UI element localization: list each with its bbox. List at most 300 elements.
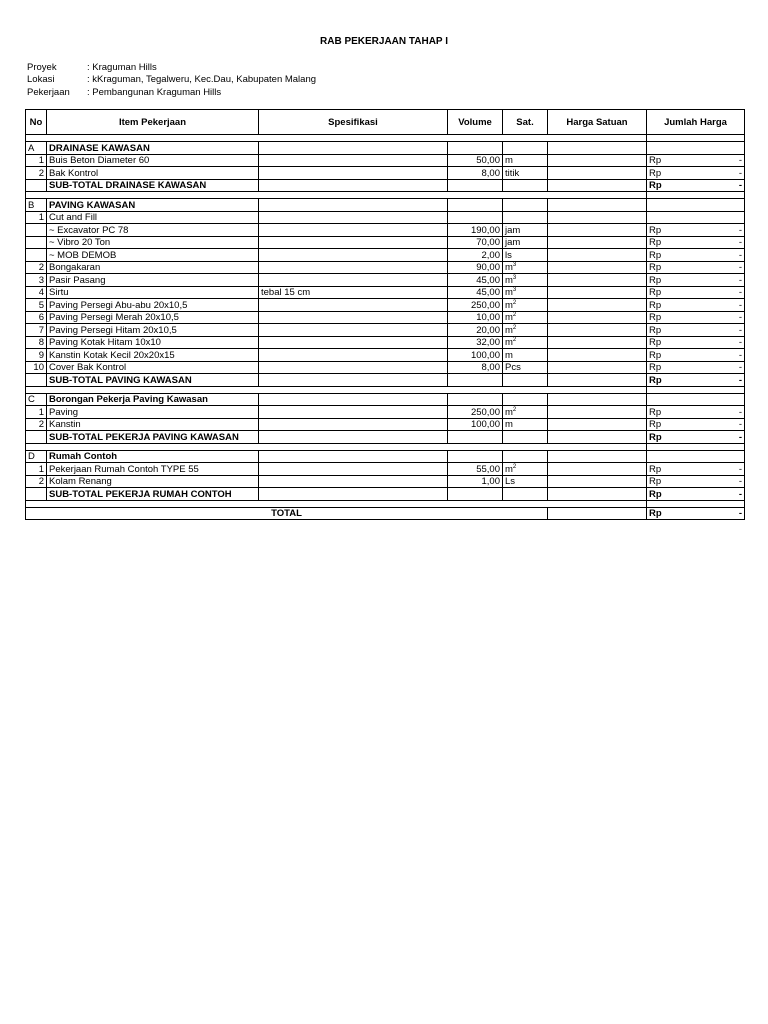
unit [503,274,548,287]
harga-satuan [548,324,647,337]
item-name: Kolam Renang [47,475,259,488]
section-row [26,199,745,212]
row-no [26,236,47,249]
volume [448,211,503,224]
spacer-cell [647,443,745,450]
amount-value: - [738,324,742,336]
spacer-cell [647,500,745,507]
spacer-cell [647,386,745,393]
volume: 2,00 [448,249,503,262]
subtotal-title: SUB-TOTAL DRAINASE KAWASAN [47,179,259,192]
empty-cell [548,142,647,155]
volume: 10,00 [448,311,503,324]
table-header-row [26,110,745,135]
currency-label: Rp [649,312,662,323]
spec [259,311,448,324]
item-name: Kanstin Kotak Kecil 20x20x15 [47,349,259,362]
unit-exponent: 3 [512,274,517,281]
table-row [26,361,745,374]
unit-text: m [505,274,513,286]
header-jumlah-harga: Jumlah Harga [647,110,745,135]
table-row [26,261,745,274]
amount-value: - [738,262,742,273]
unit [503,406,548,419]
empty-cell [448,393,503,406]
jumlah-harga-cell [647,236,745,249]
harga-satuan [548,336,647,349]
unit-text: m [505,155,513,166]
currency-label: Rp [649,167,662,179]
spacer-row [26,135,745,142]
amount-value: - [738,337,742,348]
empty-cell [647,142,745,155]
empty-cell [503,393,548,406]
project-info-value: : Pembangunan Kraguman Hills [87,86,222,98]
jumlah-harga-cell [647,418,745,431]
section-row [26,450,745,463]
harga-satuan [548,154,647,167]
subtotal-row [26,179,745,192]
empty-cell [548,393,647,406]
item-name: Cover Bak Kontrol [47,361,259,374]
empty-cell [259,179,448,192]
section-title: Rumah Contoh [47,450,259,463]
jumlah-harga-cell [647,179,745,192]
empty-cell [448,199,503,212]
empty-cell [448,142,503,155]
harga-satuan [548,406,647,419]
section-row [26,393,745,406]
row-no: 7 [26,324,47,337]
empty-cell [259,142,448,155]
section-title: PAVING KAWASAN [47,199,259,212]
empty-cell [503,179,548,192]
amount-value: - [738,463,742,475]
harga-satuan [548,224,647,237]
unit-text: titik [505,167,520,179]
empty-cell [259,374,448,387]
total-row [26,507,745,520]
spec [259,299,448,312]
empty-cell [259,393,448,406]
empty-cell [548,488,647,501]
table-row [26,167,745,180]
amount-value: - [738,406,742,418]
table-row [26,236,745,249]
unit [503,475,548,488]
empty-cell [548,179,647,192]
currency-label: Rp [649,374,662,386]
unit [503,236,548,249]
table-row [26,299,745,312]
amount-value: - [738,488,742,500]
jumlah-harga-cell [647,349,745,362]
unit-text: m [505,312,513,323]
item-name: Bak Kontrol [47,167,259,180]
spec [259,211,448,224]
jumlah-harga-cell [647,299,745,312]
table-row [26,349,745,362]
jumlah-harga-cell [647,224,745,237]
unit-text: m [505,299,513,311]
volume: 70,00 [448,236,503,249]
spec [259,361,448,374]
currency-label: Rp [649,463,662,475]
amount-value: - [738,180,742,191]
empty-cell [647,199,745,212]
header-spec: Spesifikasi [259,110,448,135]
row-no: 4 [26,286,47,299]
project-info-label: Lokasi [27,74,55,86]
jumlah-harga-cell [647,167,745,180]
spec [259,475,448,488]
spacer-row [26,192,745,199]
currency-label: Rp [649,299,662,311]
spec [259,249,448,262]
unit [503,349,548,362]
currency-label: Rp [649,419,662,430]
harga-satuan [548,349,647,362]
project-info-row [27,61,316,74]
empty-cell [647,450,745,463]
spec [259,418,448,431]
unit [503,311,548,324]
empty-cell [548,374,647,387]
jumlah-harga-cell [647,311,745,324]
volume: 190,00 [448,224,503,237]
table-row [26,274,745,287]
harga-satuan [548,274,647,287]
subtotal-row [26,488,745,501]
harga-satuan [548,418,647,431]
spec [259,324,448,337]
amount-value: - [738,299,742,311]
spacer-cell [26,386,647,393]
row-no: 1 [26,154,47,167]
spec [259,349,448,362]
currency-label: Rp [649,249,662,261]
unit [503,261,548,274]
currency-label: Rp [649,180,662,191]
currency-label: Rp [649,337,662,348]
empty-cell [647,393,745,406]
section-title: Borongan Pekerja Paving Kawasan [47,393,259,406]
amount-value: - [738,374,742,386]
project-info-value: : kKraguman, Tegalweru, Kec.Dau, Kabupaten Malang [87,74,317,86]
unit-exponent: 2 [512,406,517,413]
empty-cell [448,450,503,463]
unit-exponent: 2 [512,311,517,318]
row-no: 1 [26,406,47,419]
spec [259,224,448,237]
empty-cell [548,431,647,444]
spacer-cell [26,500,647,507]
table-row [26,463,745,476]
harga-satuan [548,475,647,488]
currency-label: Rp [649,349,662,361]
amount-value: - [738,419,742,430]
volume: 100,00 [448,418,503,431]
unit-exponent: 2 [512,336,517,343]
harga-satuan [548,311,647,324]
amount-value: - [738,431,742,443]
empty-cell [548,450,647,463]
unit-exponent: 2 [512,463,517,470]
volume: 90,00 [448,261,503,274]
volume: 55,00 [448,463,503,476]
volume: 1,00 [448,475,503,488]
unit-exponent: 2 [512,324,517,331]
amount-value: - [738,349,742,361]
empty-cell [26,179,47,192]
spacer-cell [26,192,647,199]
spec [259,406,448,419]
cost-table [25,109,745,520]
item-name: Kanstin [47,418,259,431]
unit [503,154,548,167]
item-name: ~ Vibro 20 Ton [47,236,259,249]
currency-label: Rp [649,262,662,273]
section-code: B [26,199,47,212]
amount-value: - [738,249,742,261]
currency-label: Rp [649,224,662,236]
item-name: Paving Persegi Merah 20x10,5 [47,311,259,324]
project-info-row [27,86,316,99]
volume: 250,00 [448,299,503,312]
subtotal-row [26,374,745,387]
currency-label: Rp [649,274,662,286]
empty-cell [26,488,47,501]
unit-text: Pcs [505,362,521,373]
currency-label: Rp [649,476,662,487]
currency-label: Rp [649,362,662,373]
subtotal-title: SUB-TOTAL PEKERJA RUMAH CONTOH [47,488,259,501]
jumlah-harga-cell [647,211,745,224]
table-row [26,154,745,167]
table-row [26,418,745,431]
spec [259,236,448,249]
row-no: 5 [26,299,47,312]
unit-exponent: 3 [512,261,517,268]
row-no [26,249,47,262]
table-row [26,311,745,324]
volume: 8,00 [448,361,503,374]
table-row [26,286,745,299]
harga-satuan [548,167,647,180]
empty-cell [448,179,503,192]
amount-value: - [738,167,742,179]
currency-label: Rp [649,155,662,166]
harga-satuan [548,361,647,374]
row-no: 3 [26,274,47,287]
subtotal-title: SUB-TOTAL PAVING KAWASAN [47,374,259,387]
harga-satuan [548,463,647,476]
empty-cell [503,488,548,501]
unit-text: m [505,419,513,430]
item-name: ~ Excavator PC 78 [47,224,259,237]
amount-value: - [738,312,742,323]
header-item: Item Pekerjaan [47,110,259,135]
volume: 45,00 [448,274,503,287]
header-sat: Sat. [503,110,548,135]
volume: 45,00 [448,286,503,299]
header-harga-satuan: Harga Satuan [548,110,647,135]
empty-cell [26,431,47,444]
volume: 250,00 [448,406,503,419]
jumlah-harga-cell [647,336,745,349]
unit [503,211,548,224]
spacer-row [26,500,745,507]
empty-cell [259,450,448,463]
section-code: C [26,393,47,406]
unit-text: jam [505,224,521,236]
unit [503,224,548,237]
empty-cell [259,488,448,501]
volume: 100,00 [448,349,503,362]
unit [503,167,548,180]
item-name: Pasir Pasang [47,274,259,287]
item-name: Paving Kotak Hitam 10x10 [47,336,259,349]
empty-cell [503,450,548,463]
currency-label: Rp [649,508,662,519]
item-name: Paving Persegi Abu-abu 20x10,5 [47,299,259,312]
unit-text: m [505,349,513,361]
project-info-label: Pekerjaan [27,86,70,98]
item-name: Paving Persegi Hitam 20x10,5 [47,324,259,337]
jumlah-harga-cell [647,324,745,337]
table-row [26,336,745,349]
table-row [26,224,745,237]
empty-cell [259,199,448,212]
unit [503,324,548,337]
header-no: No [26,110,47,135]
unit [503,463,548,476]
amount-value: - [738,362,742,373]
spec [259,167,448,180]
unit-exponent: 3 [512,286,517,293]
currency-label: Rp [649,488,662,500]
row-no: 1 [26,211,47,224]
row-no: 8 [26,336,47,349]
amount-value: - [738,287,742,298]
jumlah-harga-cell [647,374,745,387]
jumlah-harga-cell [647,261,745,274]
section-title: DRAINASE KAWASAN [47,142,259,155]
currency-label: Rp [649,237,662,248]
unit-text: m [505,324,513,336]
jumlah-harga-cell [647,463,745,476]
row-no: 2 [26,475,47,488]
amount-value: - [738,224,742,236]
empty-cell [503,142,548,155]
section-row [26,142,745,155]
subtotal-row [26,431,745,444]
table-row [26,324,745,337]
spec [259,154,448,167]
item-name: Sirtu [47,286,259,299]
spec [259,336,448,349]
jumlah-harga-cell [647,154,745,167]
row-no: 1 [26,463,47,476]
harga-satuan [548,261,647,274]
spacer-cell [26,135,647,142]
unit-text: m [505,337,513,348]
volume: 50,00 [448,154,503,167]
row-no [26,224,47,237]
unit-text: ls [505,249,512,261]
project-info-row [27,74,316,87]
jumlah-harga-cell [647,488,745,501]
document-title: RAB PEKERJAAN TAHAP I [320,36,448,47]
table-row [26,406,745,419]
row-no: 2 [26,167,47,180]
spacer-cell [26,443,647,450]
unit-text: jam [505,237,521,248]
section-code: D [26,450,47,463]
spacer-cell [647,192,745,199]
empty-cell [448,374,503,387]
empty-cell [26,374,47,387]
subtotal-title: SUB-TOTAL PEKERJA PAVING KAWASAN [47,431,259,444]
row-no: 10 [26,361,47,374]
item-name: Paving [47,406,259,419]
row-no: 2 [26,261,47,274]
empty-cell [448,431,503,444]
empty-cell [503,431,548,444]
currency-label: Rp [649,287,662,298]
amount-value: - [738,476,742,487]
item-name: Cut and Fill [47,211,259,224]
volume: 32,00 [448,336,503,349]
jumlah-harga-cell [647,475,745,488]
unit [503,249,548,262]
item-name: Buis Beton Diameter 60 [47,154,259,167]
unit [503,336,548,349]
empty-cell [548,199,647,212]
empty-cell [259,431,448,444]
jumlah-harga-cell [647,249,745,262]
empty-cell [503,199,548,212]
harga-satuan [548,249,647,262]
unit-text: Ls [505,476,516,487]
empty-cell [448,488,503,501]
project-info [27,61,316,99]
unit [503,286,548,299]
unit-text: m [505,406,513,418]
amount-value: - [738,155,742,166]
unit-text: m [505,463,513,475]
jumlah-harga-cell [647,286,745,299]
item-name: ~ MOB DEMOB [47,249,259,262]
currency-label: Rp [649,324,662,336]
amount-value: - [738,508,742,519]
header-volume: Volume [448,110,503,135]
harga-satuan [548,236,647,249]
jumlah-harga-cell [647,274,745,287]
volume: 20,00 [448,324,503,337]
empty-cell [548,507,647,520]
table-row [26,475,745,488]
jumlah-harga-cell [647,431,745,444]
table-row [26,211,745,224]
unit [503,361,548,374]
item-name: Pekerjaan Rumah Contoh TYPE 55 [47,463,259,476]
spec [259,463,448,476]
spacer-row [26,443,745,450]
currency-label: Rp [649,431,662,443]
spacer-cell [647,135,745,142]
jumlah-harga-cell [647,361,745,374]
